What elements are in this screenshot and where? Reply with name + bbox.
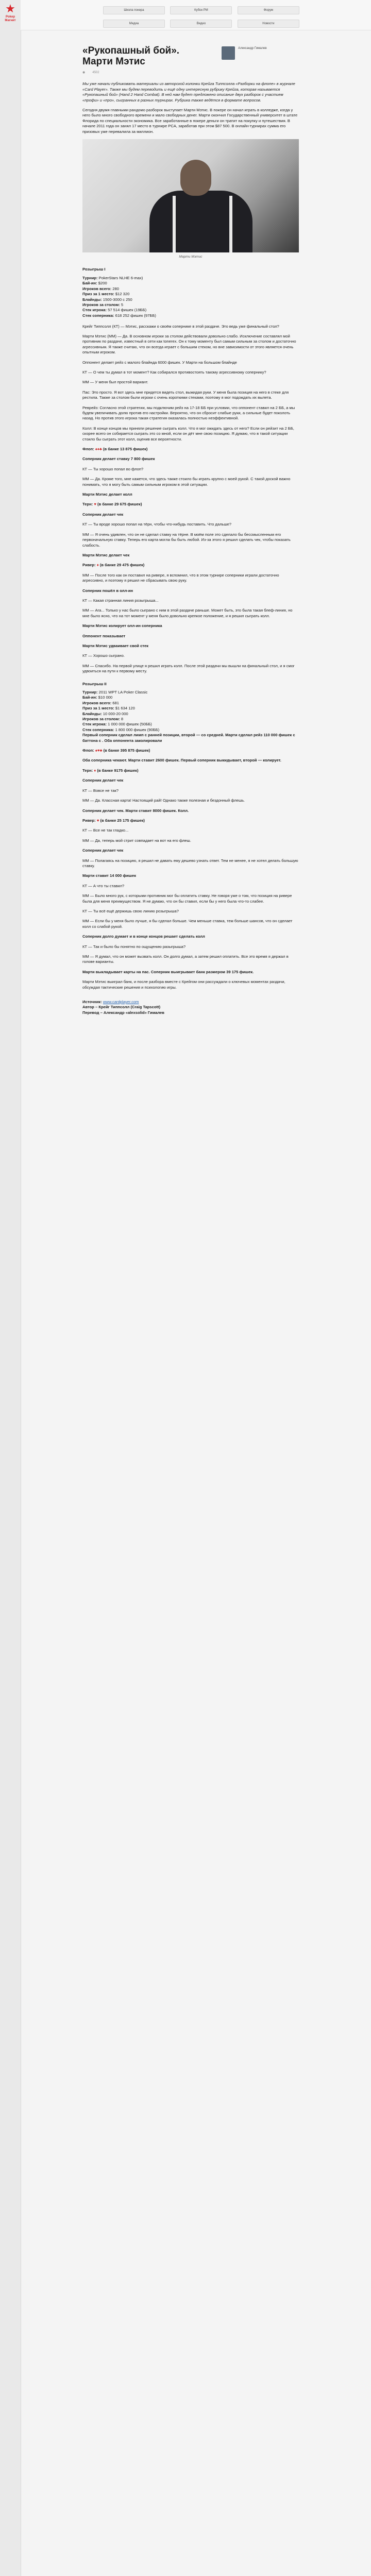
answer: Оппонент делает рейз с малого блайнда 6000 фишек. У Марти на большом блайнде (82, 360, 237, 365)
answer: ММ — Спасибо. На первой улице я решил играть колл. После этой раздачи мы вышли на финальный стол, и я смог удвоиться на пути к первому месту. (82, 663, 295, 674)
intro-paragraph: Сегодня двумя главными рандомо разборок выступает Марти Мэтис. В покере он начал играть в колледже, когда у него было много свободного времени и мало свободных денег. Марти окончил Государственный университет в штате Флорида по специальности экономика. Все заработанные в покере деньги он тратит на покупку и путешествия. В начале 2011 года он занял 17 место в турнире PCA, заработав при этом $87 500. В онлайн-турнирах сумма его призовых уже перевалила за миллион. (82, 108, 298, 134)
action-line: Оба соперника чекают. Марти ставит 2600 фишек. Первый соперник выкидывает, второй — колирует. (82, 758, 281, 763)
lead-paragraph: Мы уже начали публиковать материалы из авторской колонки Крейга Типпсолла «Разборки на флопе» в журнале «Card Player». Также мы будем переводить и ещё одну интересную рубрику Крейга, которая называется «Рукопашный бой» (Hand 2 Hand Combat). В ней нам будет предложено описание двух разборок с участием «профи» и «про», сыгранных в разных турнирах. Рубрика также ведётся в формате вопросов. (82, 81, 295, 103)
outro-paragraph: Марти Мэтис выиграл банк, и после разбора вместе с Крейгом они рассуждали о ключевых моментах раздачи, обсуждая тактические решения и психологию игры. (82, 979, 285, 990)
photo-torso (149, 191, 252, 252)
question: КТ — Ты всё ещё держишь свою линию розыгрыша? (82, 908, 179, 913)
question: КТ — О чем ты думал в тот момент? Как собирался противостоять такому агрессивному сопернику? (82, 369, 266, 375)
spec-row: Игроков всего: 681 (82, 700, 119, 705)
card-icon: ♦ (94, 768, 96, 773)
site-logo[interactable] (0, 0, 21, 23)
action-line: Марти Мэтис удваивает свой стек (82, 643, 149, 648)
flop-line: Флоп: ♠♥♣ (в банке 395 875 фишек) (82, 748, 150, 753)
river-line: Ривер: ♥ (в банке 25 175 фишек) (82, 818, 145, 823)
nav-item[interactable]: Кубок РМ (170, 6, 232, 14)
answer: Колл: В конце концов мы приняли решение сыграть колл. Что я мог ожидать здесь от него? Если он рейзит на 2 ББ, скорее всего он собирается сыграть это со мной, если он дёт мне свою позицию. Я думаю, что в такой ситуации стоило бы сыграть этот колл, оценив все вероятности. (82, 426, 294, 442)
answer: Реврейз: Согласно этой стратегии, мы подключим рейз на 17-18 ББ при условии, что оппонент ставил на 2 ББ, а мы будем увеличивать долю против его настройки. Вероятно, что он сбросит слабые руки, а сильные будет поколоть назад. Но против этого игрока такая стратегия оказалась полностью неэффективной. (82, 405, 295, 421)
spec-row: Приз за 1 место: $1 634 120 (82, 706, 135, 711)
turn-line: Терн: ♥ (в банке 29 675 фишек) (82, 502, 142, 507)
spec-row: Турнир: 2011 WPT LA Poker Classic (82, 690, 148, 694)
source-block (82, 999, 299, 1015)
cards-icon: ♠♥♣ (95, 748, 103, 753)
nav-item[interactable]: Школа покера (103, 6, 165, 14)
spec-row: Приз за 1 место: $12 320 (82, 292, 130, 297)
eye-icon: ◉ (82, 71, 86, 74)
photo-head (180, 160, 211, 196)
action-line: Марти ставит 14 000 фишек (82, 873, 137, 878)
question: КТ — Хорошо сыграно. (82, 653, 125, 658)
answer: ММ — Если бы у меня было лучше, я бы сделал больше. Чем меньше ставка, тем больше шансов, что он сделает колл со слабой рукой. (82, 919, 293, 929)
article-photo (82, 139, 299, 252)
translator-line: Перевод – Александр «alexsolid» Гималев (82, 1010, 164, 1015)
hand-specs (82, 276, 299, 318)
turn-line: Терн: ♦ (в банке 9175 фишек) (82, 768, 139, 773)
action-line: Соперник долго думает и в конце концов решает сделать колл (82, 934, 205, 939)
answer: ММ — Да. Кроме того, мне кажется, что здесь также стоило бы играть крупно с моей рукой. С такой доской важно понимать, что я могу быть самым сильным игроком в этой ситуации. (82, 477, 291, 487)
answer: Марти Мэтис (ММ) — Да. В основном игроки за столом действовали довольно слабо. Исключение составлял мой противник по раздаче, известный в сети как tonerex. Он к тому моменту был самым сильным за столом и достаточно агрессивным. Я также считаю, что он всегда играет с большим стеком, но вне зависимости от этого является очень опытным игроком. (82, 333, 296, 355)
source-link[interactable]: www.cardplayer.com (103, 999, 139, 1005)
action-line: Соперник делает чек (82, 848, 124, 853)
answer: ММ — Я очень удивлен, что он не сделал ставку на тёрне. В моём поле это сделало бы бессмысленным его первоначальную ставку. Теперь его карта могла бы быть любой. Из-за этого я решил сделать чек, чтобы показать слабость. (82, 532, 291, 548)
action-line: Соперник делает ставку 7 800 фишек (82, 456, 155, 462)
author-name: Александр Гималев (238, 47, 267, 50)
spec-row: Стек игрока: 1 000 000 фишек (50ББ) (82, 722, 152, 727)
source-label: Источник: (82, 999, 102, 1005)
action-line: Первый соперник сделал лимп с ранней позиции, второй — со средней. Марти сделал рейз 110 000 фишек с баттона с . Оба оппонента заколировали (82, 733, 295, 743)
nav-item[interactable]: Новости (238, 20, 299, 28)
photo-caption: Марти Мэтис (179, 255, 203, 259)
answer: Пас: Это просто. Я вот здесь мне придется видеть стол, выжидая руки. У меня была позиция на него в стеке для рестила. Также за столом были игроки с очень короткими стеками, поэтому я мог подождать их вылета. (82, 389, 289, 400)
question: КТ — Какая странная линия розыгрыша... (82, 598, 159, 603)
action-line: Марти выкладывает карты на пас. Соперник выигрывает банк размером 39 175 фишек. (82, 969, 254, 974)
nav-item[interactable]: Форум (238, 6, 299, 14)
spec-row: Стек соперника: 618 252 фишек (97ББ) (82, 313, 156, 318)
action-line: Оппонент показывает (82, 633, 126, 638)
page-title: «Рукопашный бой». Марти Мэтис (82, 45, 180, 67)
action-line: Соперник делает чек. Марти ставит 8000 фишек. Колл. (82, 808, 189, 813)
spec-row: Блайнды: 10 000-20 000 (82, 711, 128, 716)
question: КТ — Вовсе не так? (82, 788, 119, 793)
avatar (222, 46, 235, 60)
hand-specs (82, 690, 299, 733)
answer: ММ — Да, теперь мой стрит совпадает на вот на его флеш. (82, 838, 191, 843)
action-line: Марти Мэтис колирует олл-ин соперника (82, 623, 162, 629)
answer: ММ — После того как он поставил на ривере, я вспомнил, что в этом турнире соперники играли достаточно агрессивно, и поэтому я решил не сбрасывать свою руку. (82, 572, 279, 583)
spec-row: Игроков всего: 280 (82, 286, 119, 291)
card-icon: ♥ (94, 502, 96, 507)
nav-grid (103, 4, 309, 31)
question: КТ — Ты хорошо попал во флоп? (82, 466, 144, 471)
card-icon: ♦ (96, 563, 99, 568)
action-line: Соперник делает чек (82, 778, 124, 783)
nav-item[interactable]: Медиа (103, 20, 165, 28)
spec-row: Турнир: PokerStars NLHE 6-max) (82, 275, 143, 280)
card-icon: ♥ (96, 818, 99, 823)
spec-row: Бай-ин: $10 000 (82, 695, 113, 700)
spec-row: Бай-ин: $200 (82, 281, 107, 286)
answer: ММ — Было много рук, с которыми противник мог бы оплатить ставку. Не говоря уже о том, что позиция на ривере была для меня преимуществом. Я не думаю, что он бы ставил, если бы у него была что-то слабее. (82, 893, 292, 904)
spec-row: Стек игрока: 57 514 фишек (19ББ) (82, 308, 147, 313)
question: КТ — Так и было бы понятно по ощущению разыгрыша? (82, 944, 186, 949)
star-icon: ★ (5, 2, 15, 15)
answer: ММ — У меня был простой вариант. (82, 380, 148, 385)
article (82, 32, 299, 1015)
views-count: 4502 (92, 71, 99, 74)
question: КТ — Все не так гладко... (82, 828, 129, 833)
spec-row: Блайнды: 1500-3000 с 250 (82, 297, 132, 302)
article-meta (82, 70, 299, 75)
cards-icon: ♠♦♣ (95, 447, 102, 452)
answer: ММ — Полагаясь на позицию, я решил не давать ему дешево узнать ответ. Тем не менее, я не хотел делать большую ставку. (82, 858, 298, 868)
action-line: Соперник делает чек (82, 512, 124, 517)
site-brand: Pokeр Магнит (5, 15, 16, 22)
answer: ММ — Ага... Только у нас было сыграно с ним в этой раздаче раньше. Может быть, это была такая блеф-линия, но мне было ясно, что на тот момент у меня было довольно крепкое положение, и я решил сыграть колл. (82, 608, 293, 618)
question: Крейг Типпсолл (КТ) — Мэтис, расскажи о своём сопернике в этой раздаче. Это ведь уже финальный стол? (82, 324, 279, 329)
photo-stripe (229, 196, 232, 252)
action-line: Марти Мэтис делает колл (82, 492, 132, 497)
river-line: Ривер: ♦ (в банке 29 475 фишек) (82, 563, 145, 568)
action-line: Соперник пошёл в олл-ин (82, 588, 133, 593)
hand-title: Розыгрыш I (82, 267, 106, 272)
action-line: Марти Мэтис делает чек (82, 552, 130, 557)
spec-row: Игроков за столом: 8 (82, 717, 124, 722)
top-navigation (21, 0, 371, 30)
question: КТ — Ты вроде хорошо попал на тёрн, чтобы что-нибудь поставить. Что дальше? (82, 522, 232, 527)
answer: ММ — Я думал, что он может вызвать колл. Он долго думал, а затем решил оплатить. Все это время я держал в голове варианты. (82, 954, 289, 964)
left-sidebar (0, 0, 21, 2576)
question: КТ — А что ты ставил? (82, 883, 125, 888)
flop-line: Флоп: ♠♦♣ (в банке 13 875 фишек) (82, 447, 148, 452)
byline: Автор – Крейг Типпсолл (Craig Tapscott) (82, 1005, 161, 1010)
nav-item[interactable]: Видео (170, 20, 232, 28)
hand-title: Розыгрыш II (82, 681, 107, 686)
spec-row: Игроков за столом: 5 (82, 302, 124, 307)
photo-stripe (173, 196, 176, 252)
answer: ММ — Да. Классная карта! Настоящий рай! Однако также полезная и бездонный флешь. (82, 798, 245, 803)
spec-row: Стек соперника: 1 800 000 фишек (90ББ) (82, 727, 160, 732)
author-box[interactable] (222, 46, 289, 64)
